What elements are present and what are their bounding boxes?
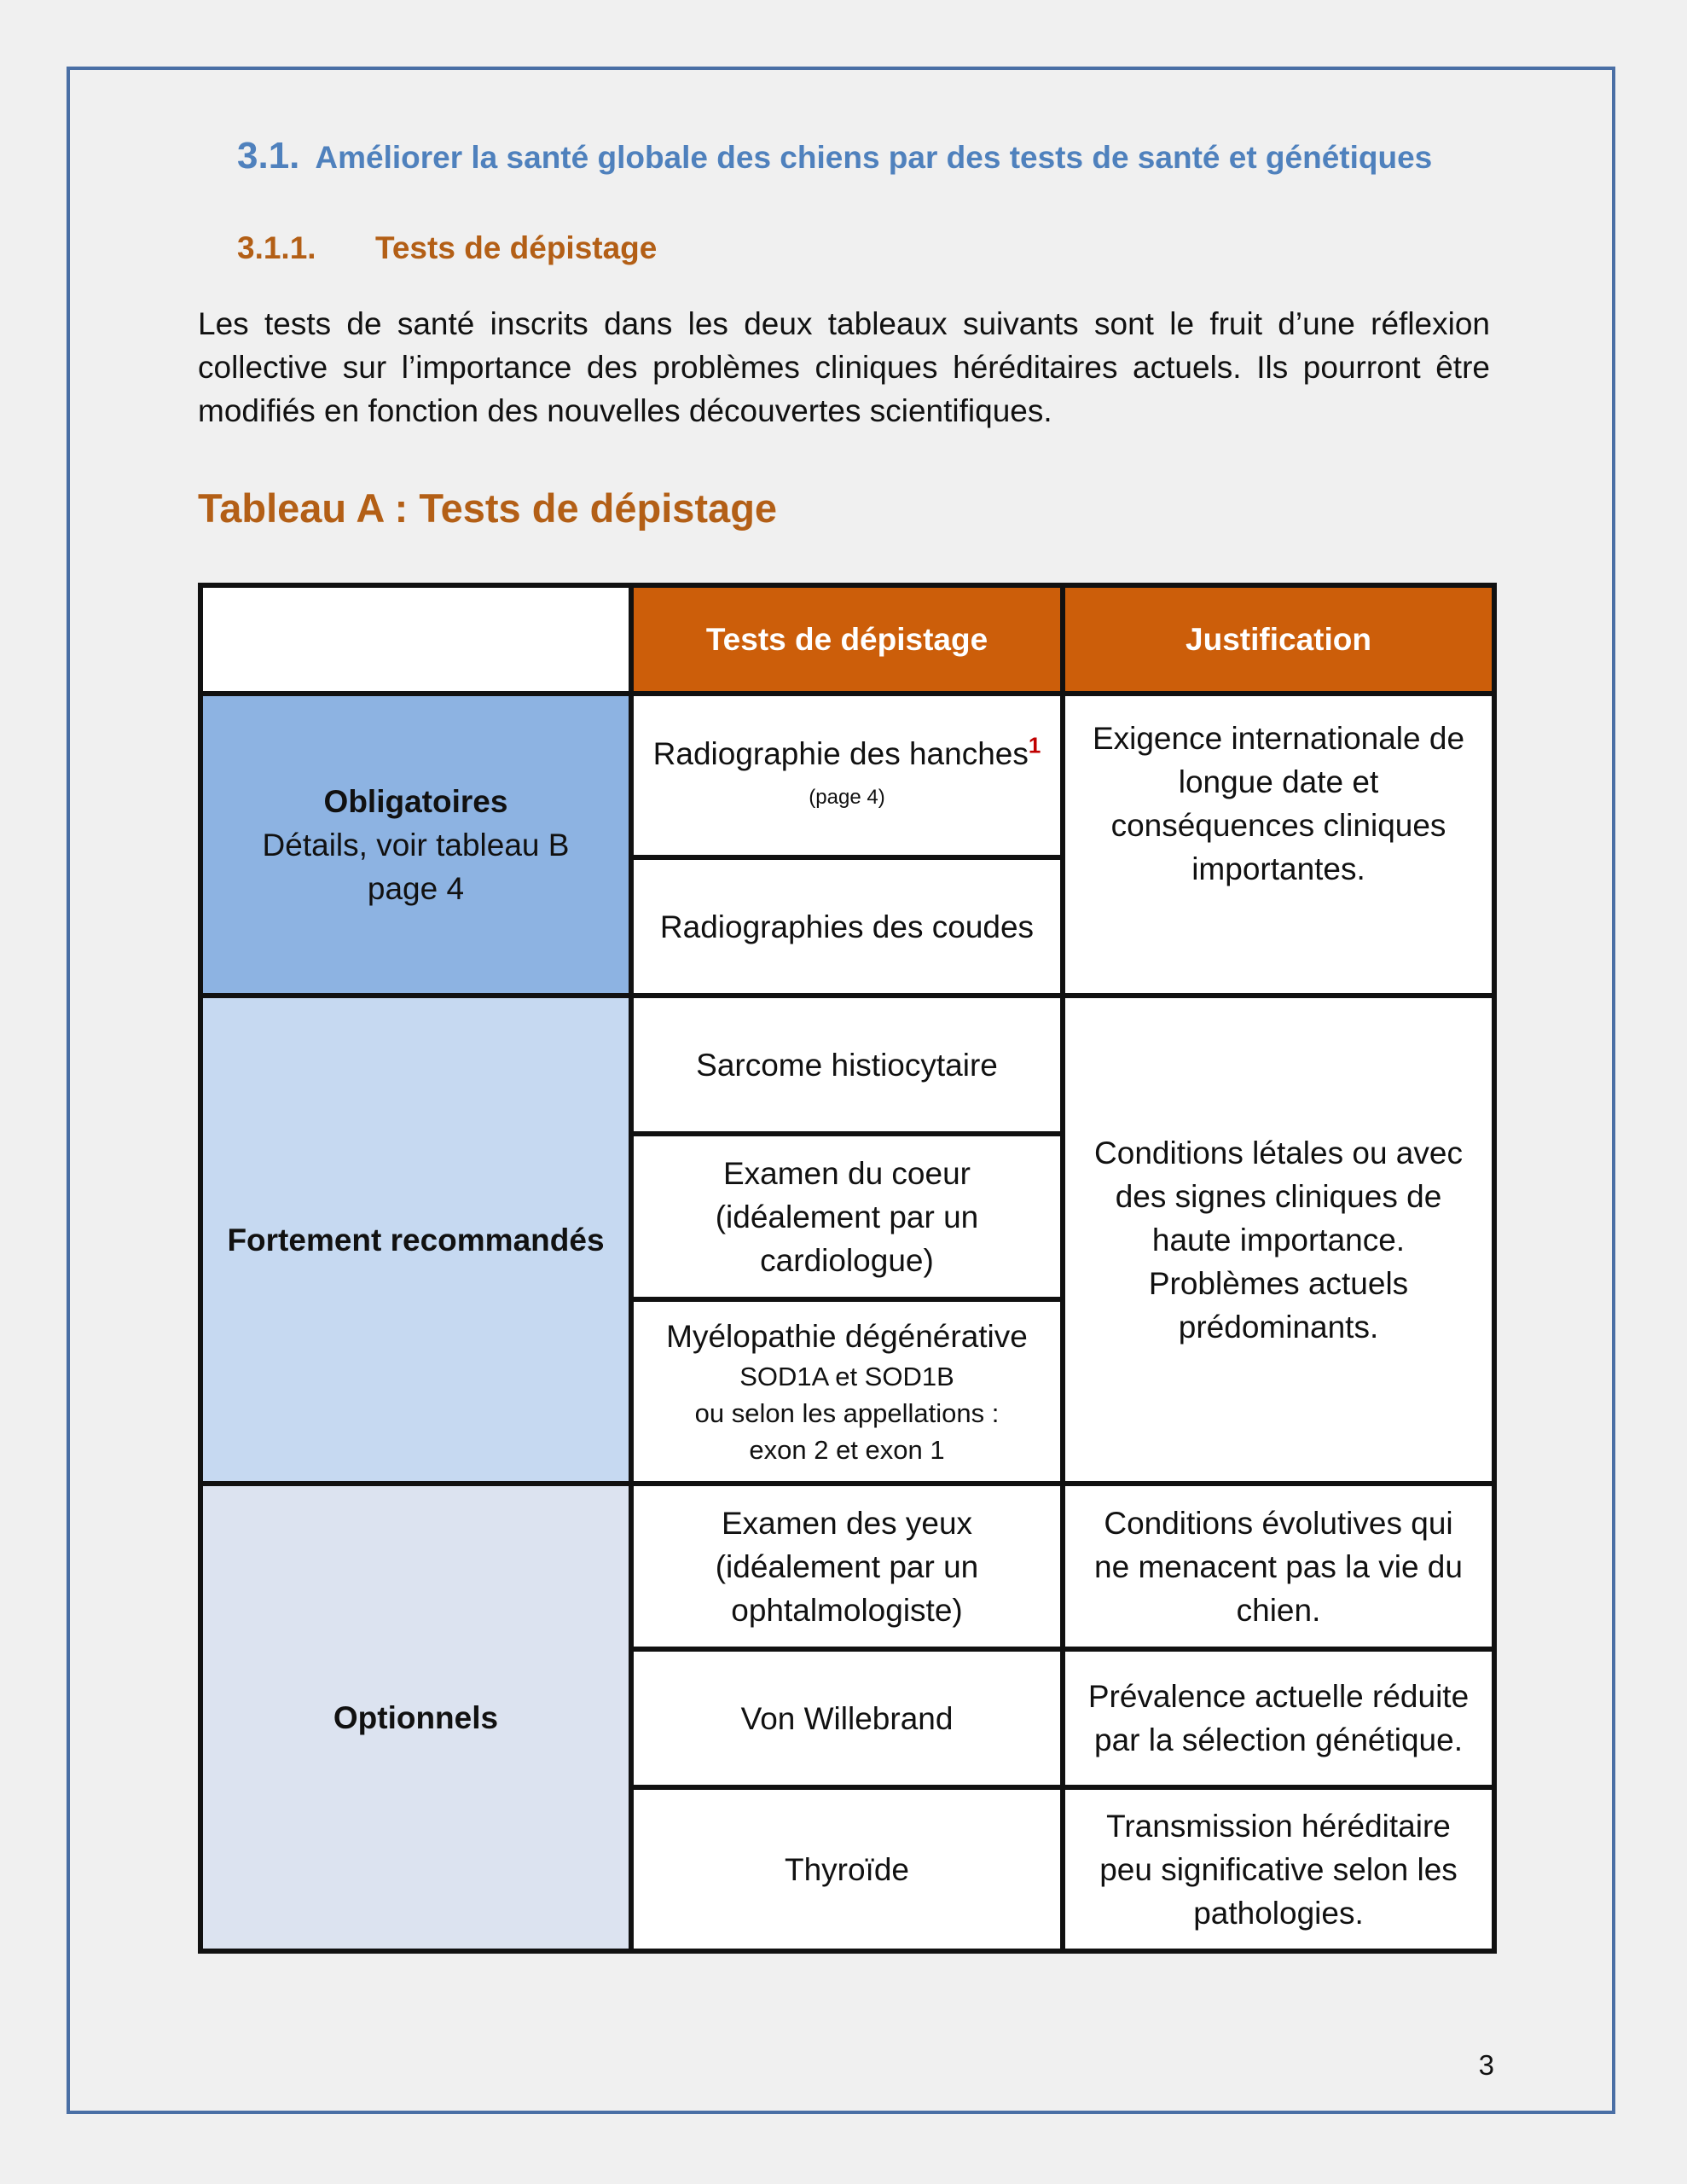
table-row — [200, 1484, 1494, 1649]
test-cell-hanches — [631, 694, 1063, 857]
subsection-heading — [237, 230, 657, 266]
header-justification: Justification — [1063, 585, 1494, 694]
justification-thyroide: Transmission héréditaire peu significative selon les pathologies. — [1063, 1787, 1494, 1951]
category-label: Optionnels — [333, 1699, 499, 1735]
footnote-marker: 1 — [1028, 732, 1041, 758]
test-cell-thyroide: Thyroïde — [631, 1787, 1063, 1951]
section-title: Améliorer la santé globale des chiens par des tests de santé et génétiques — [315, 140, 1433, 175]
section-number: 3.1. — [237, 135, 300, 177]
test-cell-coeur: Examen du coeur (idéalement par un cardiologue) — [631, 1134, 1063, 1299]
test-cell-yeux: Examen des yeux (idéalement par un ophtalmologiste) — [631, 1484, 1063, 1649]
test-cell-coudes: Radiographies des coudes — [631, 857, 1063, 996]
test-cell-willebrand: Von Willebrand — [631, 1649, 1063, 1787]
header-tests: Tests de dépistage — [631, 585, 1063, 694]
category-optionnels — [200, 1484, 631, 1951]
test-detail-line: SOD1A et SOD1B — [739, 1362, 954, 1391]
section-heading — [237, 135, 1432, 177]
category-details: Détails, voir tableau B page 4 — [262, 827, 570, 906]
category-label: Obligatoires — [323, 783, 508, 819]
table-title: Tableau A : Tests de dépistage — [198, 485, 778, 531]
test-detail-line: ou selon les appellations : — [694, 1398, 1000, 1428]
screening-tests-table — [198, 583, 1497, 1954]
justification-fortement: Conditions létales ou avec des signes cliniques de haute importance. Problèmes actuels prédominants. — [1063, 996, 1494, 1484]
table-row — [200, 996, 1494, 1134]
test-label: Myélopathie dégénérative — [666, 1319, 1028, 1354]
category-obligatoires — [200, 694, 631, 996]
category-label: Fortement recommandés — [227, 1222, 605, 1258]
table-corner-cell — [200, 585, 631, 694]
intro-paragraph: Les tests de santé inscrits dans les deux tableaux suivants sont le fruit d’une réflexion collective sur l’importance des problèmes cliniques héréditaires actuels. Ils pourront être modifiés en fonction des nouvelles découvertes scientifiques. — [198, 306, 1490, 428]
test-cell-sarcome: Sarcome histiocytaire — [631, 996, 1063, 1134]
test-cell-myelopathie — [631, 1299, 1063, 1484]
subsection-number: 3.1.1. — [237, 230, 316, 265]
page-number: 3 — [1478, 2049, 1494, 2081]
table-row — [200, 694, 1494, 857]
test-detail-line: exon 2 et exon 1 — [749, 1435, 945, 1465]
test-label: Radiographie des hanches — [652, 736, 1029, 771]
category-fortement — [200, 996, 631, 1484]
table-header-row — [200, 585, 1494, 694]
justification-yeux: Conditions évolutives qui ne menacent pas la vie du chien. — [1063, 1484, 1494, 1649]
justification-willebrand: Prévalence actuelle réduite par la sélection génétique. — [1063, 1649, 1494, 1787]
justification-obligatoires: Exigence internationale de longue date et conséquences cliniques importantes. — [1063, 694, 1494, 996]
subsection-title: Tests de dépistage — [375, 230, 658, 265]
page-reference: (page 4) — [809, 786, 885, 809]
